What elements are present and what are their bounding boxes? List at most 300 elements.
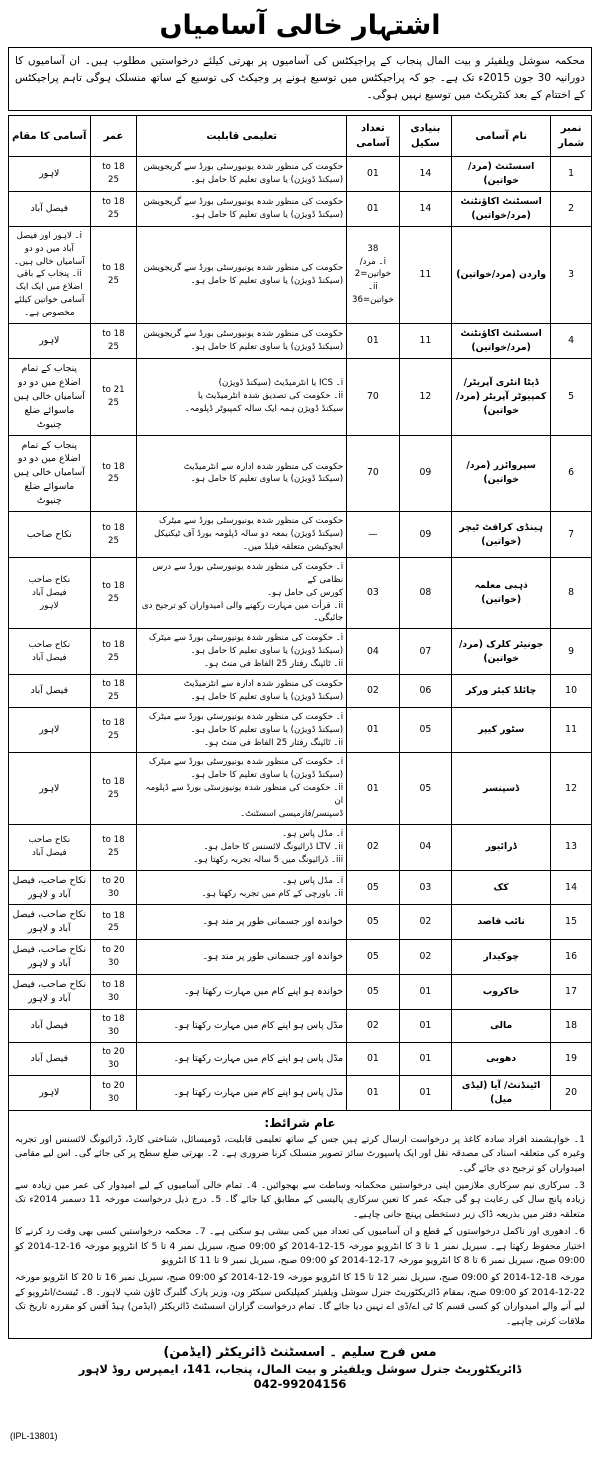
row-place-of-posting-line: نکاح صاحب، فیصل آباد و لاہور: [12, 874, 87, 900]
row-place-of-posting: [9, 905, 91, 940]
row-place-of-posting-line: نکاح صاحب: [28, 574, 71, 585]
row-place-of-posting: [9, 940, 91, 975]
row-serial: 3: [551, 226, 592, 323]
row-number-of-posts: [347, 512, 399, 558]
row-qualification-line: حکومت کی منظور شدہ یونیورسٹی بورڈ سے گریجویشن: [143, 162, 344, 173]
row-qualification-line: (سیکنڈ ڈویژن) یا ساوی تعلیم کا حامل ہو۔: [190, 209, 344, 220]
table-header-row: [9, 116, 592, 157]
row-age-limit-line: 18 to: [102, 1014, 125, 1025]
row-post-name: سپروائزر (مرد/خواتین): [452, 435, 551, 512]
row-age-limit-line: 25: [107, 474, 119, 485]
row-qualification-line: حکومت کی منظور شدہ یونیورسٹی بورڈ سے گریجویشن: [143, 196, 344, 207]
row-age-limit-line: 25: [107, 275, 119, 286]
row-scale: 03: [399, 870, 451, 905]
row-place-of-posting-line: فیصل آباد: [30, 1052, 69, 1064]
row-number-of-posts-line: 01: [366, 202, 379, 214]
row-number-of-posts: [347, 157, 399, 192]
row-qualification-line: مڈل پاس ہو اپنے کام میں مہارت رکھتا ہو۔: [173, 1086, 344, 1098]
table-row: [9, 675, 592, 708]
row-age-limit-line: 18 to: [102, 718, 125, 729]
row-qualification-line: حکومت کی منظور شدہ ادارہ سے انٹرمیڈیٹ: [183, 461, 344, 472]
row-age-limit-line: 25: [107, 691, 119, 702]
row-serial: 18: [551, 1010, 592, 1043]
row-serial: 11: [551, 707, 592, 753]
row-place-of-posting: [9, 629, 91, 675]
office-address: ڈائریکٹوریٹ جنرل سوشل ویلفیئر و بیت المال، پنجاب، 141، ایمپرس روڈ لاہور: [78, 1361, 522, 1376]
row-age-limit-line: 18 to: [102, 776, 125, 787]
row-qualification: [137, 1010, 347, 1043]
row-number-of-posts-line: 01: [366, 782, 379, 794]
row-number-of-posts-line: 02: [366, 841, 379, 853]
row-qualification-line: (سیکنڈ ڈویژن) یا ساوی تعلیم کا حامل ہو۔: [190, 341, 344, 352]
row-qualification: [137, 824, 347, 870]
row-qualification-line: حکومت کی منظور شدہ یونیورسٹی بورڈ سے میٹرک: [159, 516, 344, 527]
row-serial: 5: [551, 358, 592, 435]
row-post-name: سٹور کیپر: [452, 707, 551, 753]
office-phone: 042-99204156: [253, 1376, 347, 1391]
row-number-of-posts: [347, 1010, 399, 1043]
row-age-limit-line: 25: [107, 209, 119, 220]
row-qualification-line: (سیکنڈ ڈویژن) بمعہ دو سالہ ڈپلومہ بورڈ آف ٹیکنیکل: [154, 529, 344, 540]
row-place-of-posting-line: فیصل آباد: [30, 684, 69, 696]
row-post-name: اسسٹنٹ (مرد/خواتین): [452, 157, 551, 192]
row-serial: 9: [551, 629, 592, 675]
table-row: [9, 824, 592, 870]
row-number-of-posts-line: 70: [366, 390, 379, 402]
row-qualification: [137, 226, 347, 323]
row-post-name: چائلڈ کیئر ورکر: [452, 675, 551, 708]
row-scale: 05: [399, 753, 451, 824]
row-serial: 12: [551, 753, 592, 824]
row-qualification-line: (سیکنڈ ڈویژن) یا ساوی تعلیم کا حامل ہو۔: [190, 770, 344, 781]
row-age-limit-line: 30: [107, 1093, 119, 1104]
row-qualification-line: حکومت کی منظور شدہ ادارہ سے انٹرمیڈیٹ: [183, 679, 344, 690]
row-number-of-posts: [347, 191, 399, 226]
row-place-of-posting: [9, 358, 91, 435]
row-age-limit-line: 25: [107, 535, 119, 546]
row-qualification: [137, 435, 347, 512]
row-age-limit: [90, 824, 137, 870]
row-qualification-line: ii۔ ٹائپنگ رفتار 25 الفاظ فی منٹ ہو۔: [204, 659, 344, 670]
row-age-limit-line: 30: [107, 993, 119, 1004]
row-place-of-posting-line: لاہور: [39, 334, 60, 346]
row-place-of-posting-line: ii۔ پنجاب کے باقی اضلاع میں ایک ایک آسامی خواتین کیلئے مخصوص ہے۔: [14, 269, 85, 319]
row-place-of-posting-line: نکاح صاحب: [26, 528, 72, 540]
row-qualification-line: سیکنڈ ڈویژن ہمہ ایک سالہ کمپیوٹر ڈپلومہ۔: [184, 404, 344, 415]
row-place-of-posting-line: لاہور: [39, 1086, 60, 1098]
condition-paragraph: 6۔ ادھوری اور ناکمل درخواستوں کے قطع و ان آسامیوں کی تعداد میں کمی بیشی ہو سکتی ہے۔ 7۔ محکمہ درخواستیں کسی بھی وقت رد کرنے کا اختیار محفوظ رکھتا ہے۔ سیریل نمبر 1 تا 3 کا انٹرویو مورخہ 15-12-2014 کو 09:00 صبح، سیریل نمبر 4 تا 5 کا انٹرویو مورخہ 16-12-2014 کو 09:00 صبح، سیریل نمبر 6 تا 8 کا انٹرویو مورخہ 17-12-2014 کو 09:00 صبح، سیریل نمبر 9 تا 11 کا انٹرویو: [15, 1225, 586, 1267]
row-age-limit-line: 20 to: [102, 945, 125, 956]
table-row: [9, 191, 592, 226]
row-post-name: ڈیٹا انٹری آپریٹر/ کمپیوٹر آپریٹر (مرد/خواتین): [452, 358, 551, 435]
row-place-of-posting-line: فیصل آباد: [32, 652, 67, 663]
row-post-name: چوکیدار: [452, 940, 551, 975]
row-place-of-posting: [9, 557, 91, 628]
row-scale: 11: [399, 226, 451, 323]
row-place-of-posting-line: فیصل آباد: [32, 848, 67, 859]
row-place-of-posting: [9, 323, 91, 358]
row-qualification: [137, 975, 347, 1010]
row-serial: 20: [551, 1075, 592, 1110]
row-qualification-line: ڈسپنسر/فارمیسی اسسٹنٹ۔: [240, 809, 344, 820]
row-age-limit-line: 30: [107, 888, 119, 899]
row-qualification-line: i۔ حکومت کی منظور شدہ یونیورسٹی بورڈ سے درس نظامی کے: [152, 561, 344, 585]
row-number-of-posts-line: 05: [366, 951, 379, 963]
row-qualification: [137, 629, 347, 675]
row-age-limit-line: 20 to: [102, 875, 125, 886]
table-row: [9, 940, 592, 975]
row-place-of-posting-line: لاہور: [39, 724, 60, 736]
row-place-of-posting: [9, 435, 91, 512]
row-place-of-posting: [9, 675, 91, 708]
row-post-name: دھوبی: [452, 1042, 551, 1075]
row-number-of-posts: [347, 707, 399, 753]
table-row: [9, 629, 592, 675]
header-age: عمر: [90, 116, 137, 157]
row-age-limit: [90, 191, 137, 226]
row-place-of-posting: [9, 512, 91, 558]
row-age-limit-line: 18 to: [102, 329, 125, 340]
row-serial: 6: [551, 435, 592, 512]
row-serial: 15: [551, 905, 592, 940]
row-qualification-line: ii۔ باورچی کے کام میں تجربہ رکھتا ہو۔: [201, 888, 344, 899]
row-qualification: [137, 157, 347, 192]
row-number-of-posts-line: 05: [366, 986, 379, 998]
row-qualification-line: i۔ حکومت کی منظور شدہ یونیورسٹی بورڈ سے میٹرک: [148, 757, 344, 768]
row-place-of-posting-line: نکاح صاحب، فیصل آباد و لاہور: [12, 909, 87, 935]
page-title: اشتہار خالی آسامیاں: [159, 10, 441, 41]
row-number-of-posts-line: 02: [366, 684, 379, 696]
row-place-of-posting-line: پنجاب کے تمام اضلاع میں دو دو آسامیاں خالی ہیں ماسوائے ضلع چنیوٹ: [13, 362, 85, 430]
row-qualification: [137, 905, 347, 940]
row-age-limit-line: 25: [107, 848, 119, 859]
row-age-limit-line: 30: [107, 958, 119, 969]
footer-block: [8, 1345, 592, 1391]
row-qualification-line: حکومت کی منظور شدہ یونیورسٹی بورڈ سے گریجویشن: [143, 262, 344, 273]
row-place-of-posting-line: نکاح صاحب: [28, 639, 71, 650]
conditions-body: [15, 1133, 585, 1330]
row-qualification: [137, 1042, 347, 1075]
row-scale: 01: [399, 975, 451, 1010]
row-age-limit: [90, 358, 137, 435]
row-age-limit: [90, 975, 137, 1010]
row-qualification-line: ii۔ حکومت کی تصدیق شدہ انٹرمیڈیٹ یا: [197, 391, 344, 402]
row-scale: 02: [399, 905, 451, 940]
row-qualification-line: (سیکنڈ ڈویژن) یا ساوی تعلیم کا حامل ہو۔: [190, 174, 344, 185]
table-row: [9, 1042, 592, 1075]
row-scale: 09: [399, 435, 451, 512]
table-row: [9, 975, 592, 1010]
intro-paragraph: محکمہ سوشل ویلفیئر و بیت المال پنجاب کے پراجیکٹس کی آسامیوں پر بھرتی کیلئے درخواستیں مطلوب ہیں۔ ان آسامیوں کا دورانیہ 30 جون 2015ء تک ہے۔ جو کہ پراجیکٹس میں توسیع ہونے پر وجیکٹ کی توسیع کے ساتھ منسلک ہوگی تاہم پراجیکٹس کے اختتام کے بعد کنٹریکٹ میں توسیع نہیں ہوگی۔: [8, 47, 592, 111]
row-qualification-line: خواندہ اور جسمانی طور پر مند ہو۔: [202, 916, 344, 928]
row-serial: 4: [551, 323, 592, 358]
row-age-limit: [90, 512, 137, 558]
row-number-of-posts-line: 05: [366, 881, 379, 893]
row-age-limit-line: 25: [107, 652, 119, 663]
row-post-name: نائب قاصد: [452, 905, 551, 940]
row-scale: 12: [399, 358, 451, 435]
row-age-limit-line: 30: [107, 1027, 119, 1037]
row-qualification-line: i۔ مڈل پاس ہو۔: [282, 875, 344, 886]
header-place: آسامی کا مقام: [9, 116, 91, 157]
row-age-limit: [90, 1042, 137, 1075]
row-place-of-posting-line: لاہور: [39, 167, 60, 179]
conditions-title: عام شرائط:: [264, 1115, 336, 1130]
row-qualification-line: (سیکنڈ ڈویژن) یا ساوی تعلیم کا حامل ہو۔: [190, 724, 344, 735]
row-number-of-posts: [347, 557, 399, 628]
row-number-of-posts: [347, 753, 399, 824]
row-qualification: [137, 557, 347, 628]
row-qualification: [137, 707, 347, 753]
row-scale: 07: [399, 629, 451, 675]
row-post-name: خاکروب: [452, 975, 551, 1010]
row-post-name: ڈرائیور: [452, 824, 551, 870]
row-post-name: ہینڈی کرافٹ ٹیچر (خواتین): [452, 512, 551, 558]
row-qualification: [137, 512, 347, 558]
row-post-name: ذہبی معلمہ (خواتین): [452, 557, 551, 628]
row-age-limit: [90, 629, 137, 675]
table-row: [9, 1075, 592, 1110]
row-post-name: ڈسپنسر: [452, 753, 551, 824]
table-body: [9, 157, 592, 1111]
row-serial: 16: [551, 940, 592, 975]
row-age-limit: [90, 226, 137, 323]
row-scale: 01: [399, 1042, 451, 1075]
row-place-of-posting-line: پنجاب کے تمام اضلاع میں دو دو آسامیاں خالی ہیں ماسوائے ضلع چنیوٹ: [13, 439, 85, 507]
header-number: تعداد آسامی: [347, 116, 399, 157]
row-age-limit-line: 18 to: [102, 162, 125, 173]
row-place-of-posting: [9, 975, 91, 1010]
row-scale: 08: [399, 557, 451, 628]
row-place-of-posting-line: لاہور: [39, 782, 60, 794]
row-number-of-posts: [347, 870, 399, 905]
table-row: [9, 707, 592, 753]
row-qualification-line: ii۔ قرأت میں مہارت رکھنے والی امیدواران کو ترجیح دی: [141, 600, 344, 611]
row-number-of-posts: [347, 675, 399, 708]
row-number-of-posts-line: i۔ مرد/خواتین=2: [354, 256, 392, 280]
row-serial: 2: [551, 191, 592, 226]
row-scale: 11: [399, 323, 451, 358]
row-place-of-posting: [9, 870, 91, 905]
row-qualification-line: مڈل پاس ہو اپنے کام میں مہارت رکھتا ہو۔: [173, 1020, 344, 1032]
row-place-of-posting: [9, 707, 91, 753]
row-qualification-line: مڈل پاس ہو اپنے کام میں مہارت رکھتا ہو۔: [173, 1052, 344, 1064]
row-age-limit-line: 25: [107, 594, 119, 605]
table-row: [9, 323, 592, 358]
row-place-of-posting: [9, 191, 91, 226]
row-age-limit-line: 18 to: [102, 639, 125, 650]
row-age-limit-line: 18 to: [102, 196, 125, 207]
row-age-limit: [90, 557, 137, 628]
row-age-limit-line: 25: [107, 923, 119, 934]
row-age-limit-line: 18 to: [102, 461, 125, 472]
row-age-limit: [90, 1010, 137, 1043]
row-place-of-posting: [9, 1075, 91, 1110]
table-header: [9, 116, 592, 157]
row-number-of-posts-line: 01: [366, 334, 379, 346]
row-number-of-posts-line: ii۔ خواتین=36: [351, 282, 394, 306]
row-age-limit-line: 18 to: [102, 581, 125, 592]
row-scale: 06: [399, 675, 451, 708]
row-qualification: [137, 753, 347, 824]
row-place-of-posting: [9, 1042, 91, 1075]
row-place-of-posting: [9, 226, 91, 323]
row-serial: 1: [551, 157, 592, 192]
row-qualification-line: ii۔ LTV ڈرائیونگ لائسنس کا حامل ہو۔: [203, 841, 344, 852]
row-number-of-posts-line: 03: [366, 587, 379, 599]
row-age-limit: [90, 1075, 137, 1110]
row-qualification: [137, 323, 347, 358]
header-post: نام آسامی: [452, 116, 551, 157]
header-qualification: تعلیمی قابلیت: [137, 116, 347, 157]
row-qualification-line: (سیکنڈ ڈویژن) یا ساوی تعلیم کا حامل ہو۔: [190, 691, 344, 702]
row-post-name: واردن (مرد/خواتین): [452, 226, 551, 323]
table-row: [9, 1010, 592, 1043]
row-place-of-posting-line: نکاح صاحب، فیصل آباد و لاہور: [12, 944, 87, 970]
row-age-limit-line: 18 to: [102, 679, 125, 690]
row-qualification: [137, 358, 347, 435]
row-place-of-posting-line: i۔ لاہور اور فیصل آباد میں دو دو آسامیاں خالی ہیں۔: [13, 230, 85, 267]
row-qualification: [137, 191, 347, 226]
row-number-of-posts-line: 02: [366, 1020, 379, 1032]
row-serial: 19: [551, 1042, 592, 1075]
row-qualification-line: (سیکنڈ ڈویژن) یا ساوی تعلیم کا حامل ہو۔: [190, 474, 344, 485]
row-age-limit: [90, 905, 137, 940]
row-number-of-posts-line: 70: [366, 467, 379, 479]
row-age-limit-line: 20 to: [102, 1046, 125, 1057]
row-number-of-posts: [347, 1042, 399, 1075]
row-scale: 01: [399, 1010, 451, 1043]
row-age-limit-line: 25: [107, 789, 119, 800]
row-number-of-posts-line: 01: [366, 724, 379, 736]
header-scale: بنیادی سکیل: [399, 116, 451, 157]
row-post-name: اسسٹنٹ اکاؤنٹنٹ (مرد/خواتین): [452, 191, 551, 226]
row-place-of-posting-line: لاہور: [40, 600, 59, 611]
condition-paragraph: مورخہ 18-12-2014 کو 09:00 صبح، سیریل نمبر 12 تا 15 کا انٹرویو مورخہ 19-12-2014 کو 09:00 صبح، سیریل نمبر 16 تا 20 کا انٹرویو مورخہ 22-12-2014 کو 09:00 صبح، بمقام ڈائریکٹوریٹ جنرل سوشل ویلفیئر کمپلیکس سیکٹر ون، وزیر پارک گلبرگ ٹاؤن شپ لاہور۔ 8۔ ٹیسٹ/انٹرویو کے لیے آنے والے امیدواران کو کسی قسم کا ٹی اے/ڈی اے نہیں دیا جائے گا۔ تمام درخواست گزاران اسسٹنٹ ڈائریکٹر (ایڈمن) ہیڈ آفس کو مقررہ تاریخ تک ملاقات کرنی چاہیے۔: [15, 1272, 585, 1328]
row-serial: 8: [551, 557, 592, 628]
row-place-of-posting-line: نکاح صاحب: [28, 835, 71, 846]
row-qualification-line: جائیگی۔: [313, 613, 344, 624]
row-age-limit: [90, 435, 137, 512]
ipl-code: (IPL-13801): [10, 1431, 58, 1441]
row-qualification-line: (سیکنڈ ڈویژن) یا ساوی تعلیم کا حامل ہو۔: [190, 646, 344, 657]
row-serial: 14: [551, 870, 592, 905]
row-number-of-posts-line: 04: [366, 645, 379, 657]
row-qualification: [137, 870, 347, 905]
row-age-limit: [90, 753, 137, 824]
row-age-limit-line: 20 to: [102, 1080, 125, 1091]
row-number-of-posts-line: 01: [366, 167, 379, 179]
row-qualification-line: i۔ حکومت کی منظور شدہ یونیورسٹی بورڈ سے میٹرک: [148, 633, 344, 644]
row-qualification-line: خواندہ اور جسمانی طور پر مند ہو۔: [202, 951, 344, 963]
row-qualification-line: (سیکنڈ ڈویژن) یا ساوی تعلیم کا حامل ہو۔: [190, 275, 344, 286]
table-row: [9, 358, 592, 435]
row-number-of-posts: [347, 323, 399, 358]
row-qualification-line: ii۔ ٹائپنگ رفتار 25 الفاظ فی منٹ ہو۔: [204, 737, 344, 748]
row-age-limit-line: 21 to: [102, 384, 125, 395]
row-age-limit-line: 25: [107, 341, 119, 352]
row-scale: 14: [399, 191, 451, 226]
row-age-limit: [90, 323, 137, 358]
condition-paragraph: 1۔ خواہشمند افراد سادہ کاغذ پر درخواست ارسال کرتے ہیں جس کے ساتھ تعلیمی قابلیت، ڈومیسائل، شناختی کارڈ، ڈرائیونگ لائسنس اور تجربہ وغیرہ کی متعلقہ اسناد کی مصدقہ نقل اور ایک پاسپورٹ سائز تصویر منسلک کرنا ضروری ہے۔ 2۔ بھرتی ضلع سطح پر کی جائے گی۔ اس لیے مقامی امیدواران کو ترجیح دی جائے گی۔: [15, 1133, 585, 1174]
row-scale: 04: [399, 824, 451, 870]
row-post-name: جونیئر کلرک (مرد/خواتین): [452, 629, 551, 675]
row-age-limit-line: 25: [107, 174, 119, 185]
row-place-of-posting-line: فیصل آباد: [30, 1020, 69, 1032]
row-qualification: [137, 940, 347, 975]
row-scale: 14: [399, 157, 451, 192]
table-row: [9, 905, 592, 940]
table-row: [9, 753, 592, 824]
row-qualification-line: ایجوکیشن متعلقہ فیلڈ میں۔: [242, 542, 344, 553]
row-age-limit: [90, 870, 137, 905]
row-number-of-posts: [347, 226, 399, 323]
condition-paragraph: 3۔ سرکاری نیم سرکاری ملازمین اپنی درخواستیں محکمانہ وساطت سے بھجوائیں۔ 4۔ تمام خالی آسامیوں کے لیے امیدوار کی عمر میں زیادہ سے زیادہ پانچ سال کی رعایت ہو گی جبکہ عمر کا تعین سرکاری پالیسی کے مطابق کیا جائے گا۔ 5۔ درج ذیل درخواست مورخہ 11 دسمبر 2014ء تک متعلقہ دفتر میں بذریعہ ڈاک زیر دستخطی پہنچ جانی چاہیے۔: [15, 1179, 585, 1221]
row-number-of-posts-line: —: [368, 528, 378, 540]
row-number-of-posts-line: 05: [366, 916, 379, 928]
row-age-limit-line: 18 to: [102, 835, 125, 846]
row-qualification-line: حکومت کی منظور شدہ یونیورسٹی بورڈ سے گریجویشن: [143, 329, 344, 340]
table-row: [9, 226, 592, 323]
signatory-name: مس فرح سلیم ۔ اسسٹنٹ ڈائریکٹر (ایڈمن): [163, 1344, 437, 1360]
row-number-of-posts-line: 01: [366, 1052, 379, 1064]
row-qualification: [137, 675, 347, 708]
row-post-name: کک: [452, 870, 551, 905]
row-age-limit-line: 25: [107, 397, 119, 408]
row-age-limit-line: 30: [107, 1059, 119, 1070]
row-qualification-line: i۔ ICS یا انٹرمیڈیٹ (سیکنڈ ڈویژن): [218, 378, 344, 389]
table-row: [9, 512, 592, 558]
row-age-limit: [90, 675, 137, 708]
row-qualification-line: iii۔ ڈرائیونگ میں 5 سالہ تجربہ رکھتا ہو۔: [193, 854, 344, 865]
row-number-of-posts: [347, 629, 399, 675]
row-number-of-posts: [347, 975, 399, 1010]
table-row: [9, 557, 592, 628]
row-age-limit: [90, 940, 137, 975]
row-age-limit-line: 18 to: [102, 910, 125, 921]
row-scale: 05: [399, 707, 451, 753]
table-row: [9, 157, 592, 192]
row-age-limit-line: 25: [107, 731, 119, 742]
row-qualification-line: i۔ حکومت کی منظور شدہ یونیورسٹی بورڈ سے میٹرک: [148, 711, 344, 722]
row-serial: 17: [551, 975, 592, 1010]
row-age-limit-line: 18 to: [102, 262, 125, 273]
row-place-of-posting: [9, 1010, 91, 1043]
header-serial: نمبر شمار: [551, 116, 592, 157]
row-number-of-posts: [347, 940, 399, 975]
vacancies-table: [8, 115, 592, 1111]
row-place-of-posting: [9, 753, 91, 824]
table-row: [9, 870, 592, 905]
row-age-limit: [90, 707, 137, 753]
row-number-of-posts-line: 01: [366, 1086, 379, 1098]
row-place-of-posting-line: فیصل آباد: [30, 202, 69, 214]
row-place-of-posting: [9, 824, 91, 870]
row-qualification-line: کورس کی حامل ہو۔: [266, 587, 344, 598]
row-post-name: مالی: [452, 1010, 551, 1043]
row-place-of-posting-line: فیصل آباد: [32, 587, 67, 598]
row-number-of-posts-line: 38: [367, 243, 379, 254]
row-number-of-posts: [347, 905, 399, 940]
row-age-limit-line: 18 to: [102, 522, 125, 533]
row-post-name: اٹینڈنٹ/ آیا (لیڈی میل): [452, 1075, 551, 1110]
row-qualification-line: ii۔ حکومت کی منظور شدہ یونیورسٹی بورڈ سے ڈپلومہ ان: [145, 783, 344, 807]
row-scale: 09: [399, 512, 451, 558]
row-place-of-posting: [9, 157, 91, 192]
row-number-of-posts: [347, 435, 399, 512]
row-qualification: [137, 1075, 347, 1110]
general-conditions: [8, 1111, 592, 1339]
